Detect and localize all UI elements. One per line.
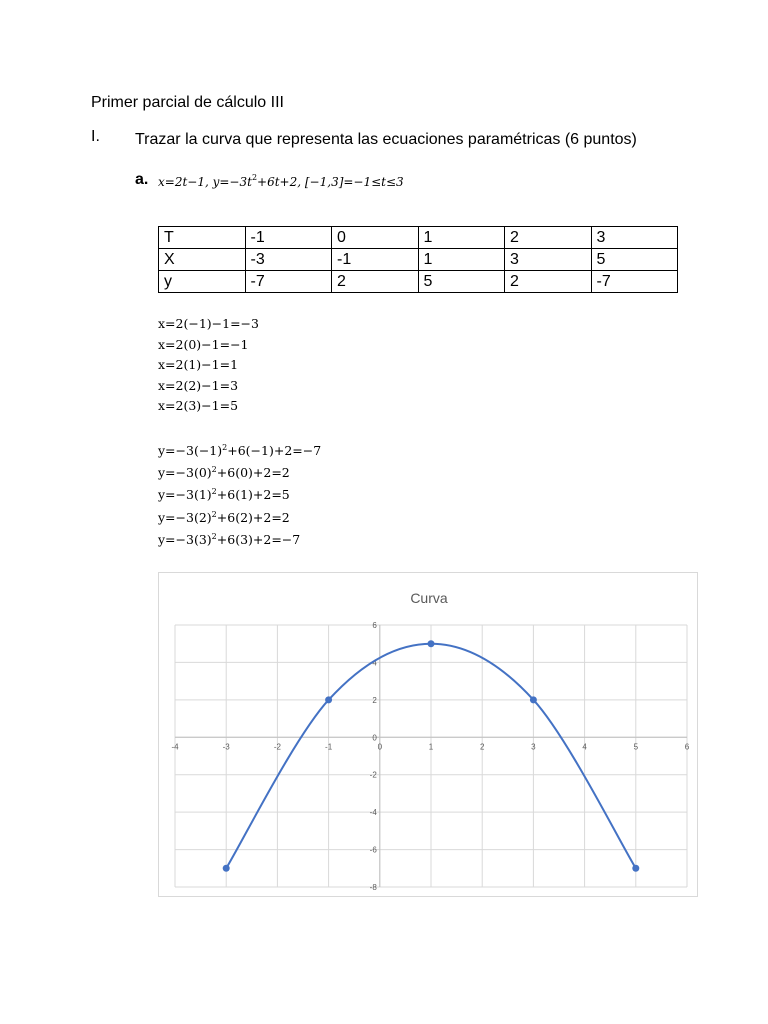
y-equation-right: +6(1)+2=5 xyxy=(216,487,290,503)
y-tick-label: 0 xyxy=(372,733,377,743)
data-point xyxy=(223,865,230,872)
x-equation: x=2(0)−1=−1 xyxy=(158,336,249,352)
page-heading: Primer parcial de cálculo III xyxy=(91,94,284,111)
y-equation-right: +6(2)+2=2 xyxy=(216,509,290,525)
y-equation-left: y=−3(3) xyxy=(158,531,212,547)
row-label: T xyxy=(159,227,246,249)
x-tick-label: 4 xyxy=(582,742,587,752)
table-cell: 1 xyxy=(418,227,505,249)
y-equation-exponent: 2 xyxy=(222,442,228,452)
x-equation: x=2(1)−1=1 xyxy=(158,357,239,373)
item-instruction: Trazar la curva que representa las ecuaciones paramétricas (6 puntos) xyxy=(135,131,637,148)
sub-item-letter: a. xyxy=(135,171,149,188)
x-equation: x=2(3)−1=5 xyxy=(158,398,239,414)
table-cell: 5 xyxy=(418,271,505,293)
parametric-equations xyxy=(158,173,404,189)
x-equations xyxy=(158,314,259,417)
item-number: I. xyxy=(91,128,100,145)
x-tick-label: 1 xyxy=(428,742,434,752)
x-tick-label: -2 xyxy=(273,742,281,752)
y-equation-exponent: 2 xyxy=(211,465,217,475)
table-cell: -3 xyxy=(245,249,332,271)
x-tick-label: 3 xyxy=(531,742,536,752)
table-row xyxy=(159,271,678,293)
table-cell: 2 xyxy=(505,271,592,293)
x-tick-label: -3 xyxy=(222,742,230,752)
x-equation: x=2(2)−1=3 xyxy=(158,377,239,393)
x-tick-label: 6 xyxy=(684,742,690,752)
y-equation-left: y=−3(0) xyxy=(158,465,212,481)
curve-chart xyxy=(159,573,699,898)
row-label: y xyxy=(159,271,246,293)
y-equation xyxy=(158,462,321,484)
y-tick-label: 4 xyxy=(372,658,377,668)
table-cell: 2 xyxy=(332,271,419,293)
table-row xyxy=(159,249,678,271)
y-equation-exponent: 2 xyxy=(211,509,217,519)
table-cell: 2 xyxy=(505,227,592,249)
y-tick-label: 2 xyxy=(372,695,377,705)
y-tick-label: -4 xyxy=(369,808,377,818)
table-cell: 3 xyxy=(591,227,678,249)
table-cell: -1 xyxy=(245,227,332,249)
table-cell: -7 xyxy=(591,271,678,293)
data-point xyxy=(632,865,639,872)
y-equation-exponent: 2 xyxy=(211,487,217,497)
y-equation xyxy=(158,440,321,462)
y-equations xyxy=(158,440,321,551)
y-equation xyxy=(158,484,321,506)
chart-title: Curva xyxy=(410,590,448,606)
y-equation-exponent: 2 xyxy=(211,531,217,541)
y-tick-label: -2 xyxy=(369,770,377,780)
y-tick-label: -8 xyxy=(369,883,377,892)
y-equation-right: +6(0)+2=2 xyxy=(216,465,290,481)
y-equation xyxy=(158,529,321,551)
table-cell: 5 xyxy=(591,249,678,271)
y-equation-right: +6(−1)+2=−7 xyxy=(227,443,322,458)
parametric-eq-part2: +6t+2, [−1,3]=−1≤t≤3 xyxy=(257,175,404,189)
x-tick-label: -4 xyxy=(171,742,179,752)
data-point xyxy=(428,640,435,647)
chart-frame xyxy=(158,572,698,897)
y-tick-label: 6 xyxy=(372,621,377,630)
x-tick-label: 5 xyxy=(633,742,639,752)
y-tick-label: -6 xyxy=(369,845,377,855)
values-table xyxy=(158,226,678,293)
y-equation-left: y=−3(2) xyxy=(158,509,212,525)
data-point xyxy=(325,696,332,703)
x-tick-label: 0 xyxy=(377,742,383,752)
table-cell: -7 xyxy=(245,271,332,293)
y-equation-left: y=−3(1) xyxy=(158,487,212,503)
data-point xyxy=(530,696,537,703)
parametric-eq-part1: x=2t−1, y=−3t xyxy=(158,175,252,189)
x-tick-label: -1 xyxy=(325,742,333,752)
table-cell: 3 xyxy=(505,249,592,271)
table-row xyxy=(159,227,678,249)
table-cell: 0 xyxy=(332,227,419,249)
table-cell: 1 xyxy=(418,249,505,271)
y-equation xyxy=(158,507,321,529)
x-equation: x=2(−1)−1=−3 xyxy=(158,316,259,331)
x-tick-label: 2 xyxy=(479,742,485,752)
y-equation-left: y=−3(−1) xyxy=(158,443,223,458)
row-label: X xyxy=(159,249,246,271)
table-cell: -1 xyxy=(332,249,419,271)
parametric-eq-exponent: 2 xyxy=(251,173,258,182)
y-equation-right: +6(3)+2=−7 xyxy=(216,531,301,547)
